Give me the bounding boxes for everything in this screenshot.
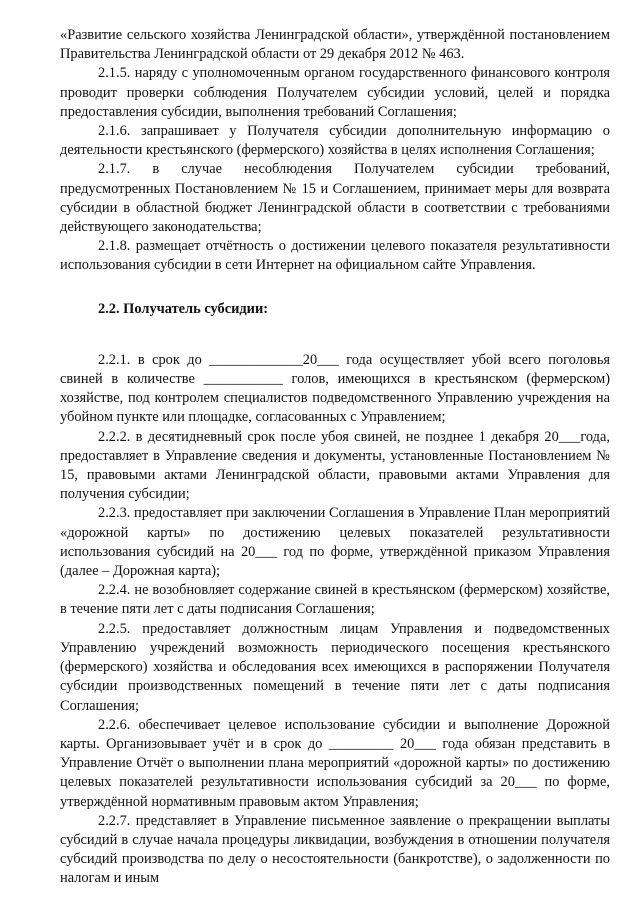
paragraph-2-2-7: 2.2.7. представляет в Управление письменное заявление о прекращении выплаты субсидий в случае начала процедуры ликвидации, возбуждения в отношении получателя субсидий производства по делу о несостоятельности (банкротстве), о задолженности по налогам и иным	[60, 812, 610, 887]
paragraph-2-2-4: 2.2.4. не возобновляет содержание свиней в крестьянском (фермерском) хозяйстве, в течение пяти лет с даты подписания Соглашения;	[60, 582, 610, 618]
paragraph-2-2-1: 2.2.1. в срок до _____________20___ года осуществляет убой всего поголовья свиней в количестве ___________ голов, имеющихся в крестьянском (фермерском) хозяйстве, под контролем специалистов подведомственного Управлению учреждения на убойном пункте или площадке, согласованных с Управлением;	[60, 351, 610, 426]
paragraph-2-2-6: 2.2.6. обеспечивает целевое использование субсидии и выполнение Дорожной карты. Организовывает учёт и в срок до _________ 20___ года обязан представить в Управление Отчёт о выполнении плана мероприятий «дорожной карты» по достижению целевых показателей результативности использования субсидий за 20___ по форме, утверждённой нормативным правовым актом Управления;	[60, 716, 610, 810]
paragraph-2-2-3: 2.2.3. предоставляет при заключении Соглашения в Управление План мероприятий «дорожной карты» по достижению целевых показателей результативности использования субсидий на 20___ год по форме, утверждённой приказом Управления (далее – Дорожная карта);	[60, 505, 610, 580]
paragraph-2-1-6: 2.1.6. запрашивает у Получателя субсидии дополнительную информацию о деятельности крестьянского (фермерского) хозяйства в целях исполнения Соглашения;	[60, 123, 610, 159]
paragraph-program-reference: «Развитие сельского хозяйства Ленинградской области», утверждённой постановлением Правительства Ленинградской области от 29 декабря 2012 № 463.	[60, 27, 610, 63]
paragraph-2-1-5: 2.1.5. наряду с уполномоченным органом государственного финансового контроля проводит проверки соблюдения Получателем субсидии условий, целей и порядка предоставления субсидии, выполнения требований Соглашения;	[60, 65, 610, 120]
paragraph-2-1-7: 2.1.7. в случае несоблюдения Получателем субсидии требований, предусмотренных Постановлением № 15 и Соглашением, принимает меры для возврата субсидии в областной бюджет Ленинградской области в соответствии с требованиями действующего законодательства;	[60, 161, 610, 236]
paragraph-2-2-5: 2.2.5. предоставляет должностным лицам Управления и подведомственных Управлению учреждений возможность периодического посещения крестьянского (фермерского) хозяйства и обследования всех имеющихся в распоряжении Получателя субсидии производственных помещений в течение пяти лет с даты подписания Соглашения;	[60, 620, 610, 714]
paragraph-2-1-8: 2.1.8. размещает отчётность о достижении целевого показателя результативности использования субсидии в сети Интернет на официальном сайте Управления.	[60, 238, 610, 274]
section-heading: 2.2. Получатель субсидии:	[98, 300, 269, 317]
paragraph-2-2-2: 2.2.2. в десятидневный срок после убоя свиней, не позднее 1 декабря 20___года, предоставляет в Управление сведения и документы, установленные Постановлением № 15, правовыми актами Ленинградской области, правовыми актами Управления для получения субсидии;	[60, 428, 610, 503]
